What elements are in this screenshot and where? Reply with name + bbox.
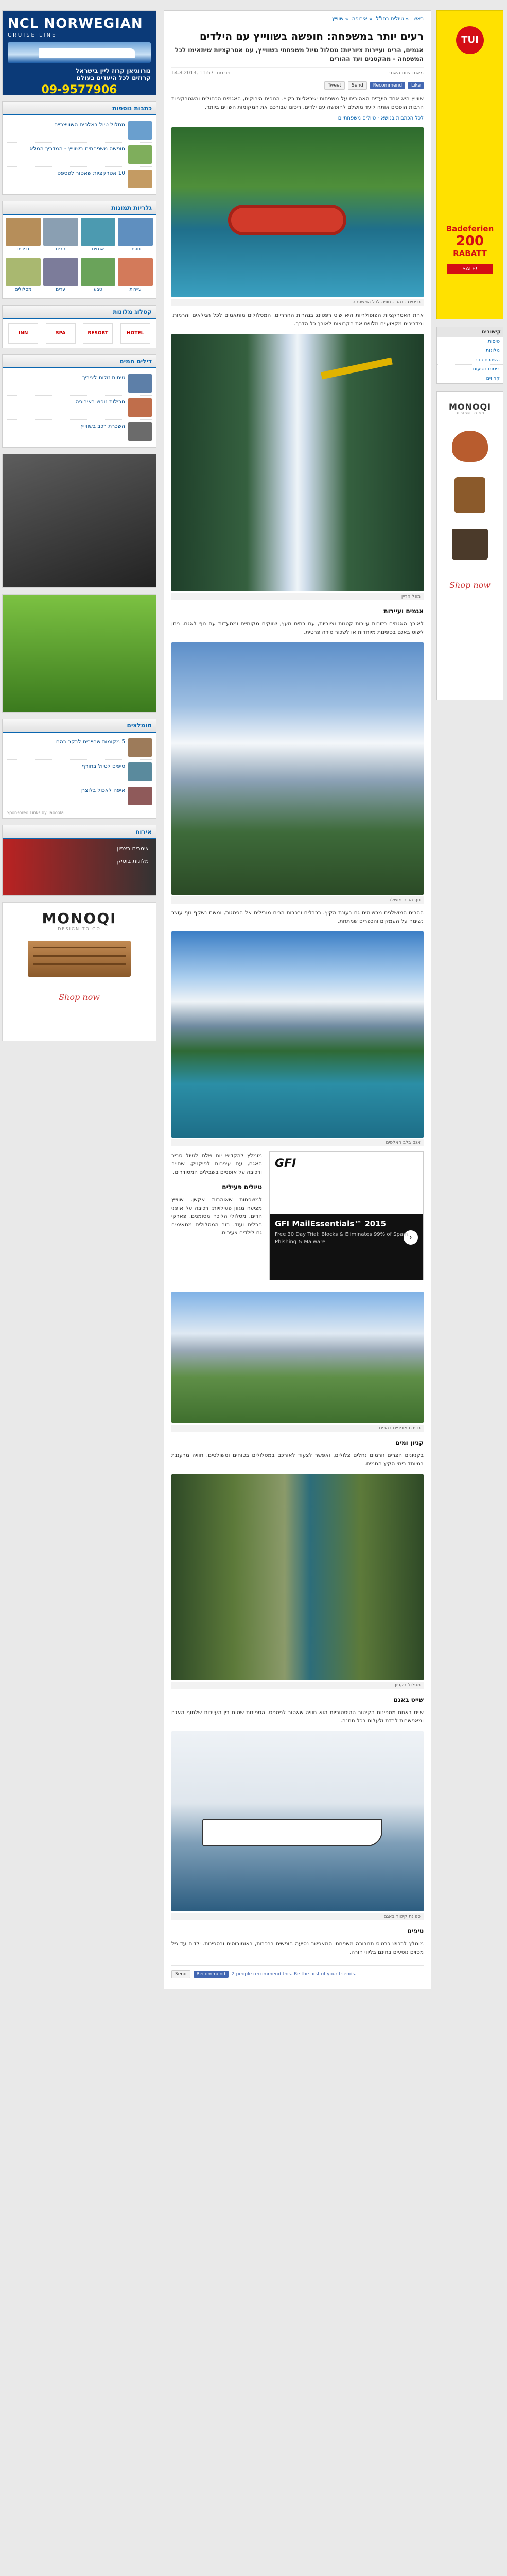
article-paragraph: שווייץ היא אחד היעדים האהובים על משפחות ישראליות בקיץ. הנופים הירוקים, האגמים הכחולים והאטרקציות הרבות הופכים אותה ליעד מושלם לחופשה עם ילדים. ריכזנו עבורכם את המקומות השווים ביותר.	[171, 96, 424, 110]
widget-title: קטלוג מלונות	[3, 306, 156, 319]
article-paragraph: ההרים המושלגים מרשימים גם בעונת הקיץ. רכבלים ורכבות הרים מובילים אל הפסגות, ומשם נשקף נוף עוצר נשימה על העמקים והכפרים שמתחת.	[171, 910, 424, 924]
gallery-caption: כפרים	[17, 247, 29, 252]
gallery-thumb[interactable]	[43, 218, 78, 252]
gfi-ad-title: GFI MailEssentials™ 2015	[275, 1219, 387, 1228]
list-item[interactable]	[7, 784, 152, 808]
tweet-button[interactable]: Tweet	[324, 81, 345, 90]
thumbnail	[128, 145, 152, 164]
gallery-caption: עיירות	[129, 287, 142, 292]
widget-title: מומלצים	[3, 719, 156, 733]
breadcrumb-item[interactable]: אירופה	[352, 16, 368, 22]
tui-logo: TUI	[456, 26, 484, 54]
facebook-like-button[interactable]: Like	[408, 82, 424, 89]
section-heading: אגמים ועיירות	[383, 607, 424, 615]
photo-caption: נוף הרים מושלג	[171, 896, 424, 904]
bag-icon	[454, 477, 485, 513]
send-button[interactable]: Send	[348, 81, 367, 90]
article-author: מאת: צוות האתר	[388, 70, 424, 76]
tui-cta-button[interactable]: SALE!	[447, 264, 493, 274]
article-paragraph: לאורך האגמים פזורות עיירות קטנות וציוריות, עם בתים מעץ, שווקים מקומיים ומסעדות עם נוף לאגם. ניתן לשוט באגם בספינות מיוחדות או לשכור סירה פרטית.	[171, 621, 424, 635]
box-icon	[452, 529, 488, 560]
thumbnail	[128, 787, 152, 805]
section-heading: קניון ומים	[395, 1439, 424, 1446]
photo-caption: אגם בלב האלפים	[171, 1139, 424, 1146]
tui-discount-unit: RABATT	[453, 249, 487, 258]
article-title: רעים יותר במשפחה: חופשה בשווייץ עם הילדים	[199, 30, 424, 42]
list-item[interactable]	[7, 760, 152, 784]
hotel-logo[interactable]: INN	[8, 323, 38, 344]
article-paragraph: למשפחות שאוהבות אקשן, שווייץ מציעה מגוון פעילויות: רכיבה על אופני הרים, מסלולי הליכה מסומנים, פארקי חבלים ועוד. רוב המסלולים מתאימים גם לילדים צעירים.	[171, 1197, 262, 1236]
thumbnail	[128, 422, 152, 441]
gallery-thumb[interactable]	[6, 258, 41, 292]
list-item-label: טיפים לטיול בחורף	[81, 763, 125, 769]
tui-promo-text: Badeferien	[446, 224, 494, 233]
thumbnail	[128, 762, 152, 781]
appliance-ad[interactable]	[2, 454, 156, 588]
monoqi-tagline: DESIGN TO GO	[455, 412, 485, 415]
breadcrumb: ראשי » טיולים בחו"ל » אירופה » שווייץ	[171, 16, 424, 25]
monoqi-skyscraper-ad[interactable]	[436, 391, 503, 700]
photo-steamboat	[171, 1731, 424, 1911]
photo-biking	[171, 1292, 424, 1423]
photo-caption: רכיבת אופניים בהרים	[171, 1425, 424, 1432]
section-heading: שייט באגם	[393, 1696, 424, 1703]
article-subtitle: אגמים, הרים ועיירות ציוריות: מסלול טיול משפחתי בשווייץ, עם אטרקציות שיתאימו לכל המשפחה - מהקטנים ועד ההורים	[174, 46, 424, 62]
section-heading: טיפים	[407, 1927, 424, 1935]
gfi-logo: GFI	[275, 1157, 296, 1170]
ncl-banner-ad[interactable]	[2, 10, 156, 95]
widget-more-articles	[2, 101, 156, 195]
thumbnail	[128, 738, 152, 757]
photo-caption: ספינת קיטור באגם	[171, 1913, 424, 1920]
article	[164, 10, 431, 1989]
widget-lodging	[2, 825, 156, 896]
photo-rafting	[171, 127, 424, 297]
ncl-tagline: קרוזים לכל היעדים בעולם	[76, 74, 151, 81]
side-links-title: קישורים	[437, 327, 503, 337]
ncl-headline: נורווגיאן קרוז ליין בישראל	[76, 67, 151, 74]
monoqi-tagline: DESIGN TO GO	[58, 927, 101, 931]
list-item-label: איפה לאכול בלוצרן	[80, 787, 125, 793]
recommend-count-note: 2 people recommend this. Be the first of your friends.	[232, 1972, 357, 1977]
article-paragraph: בקניונים הצרים זורמים נחלים צלולים, ואפשר לצעוד לאורכם במסלולים בטוחים ומשולטים. חוויה מרעננת במיוחד בימי הקיץ החמים.	[171, 1452, 424, 1467]
share-toolbar	[171, 81, 424, 90]
vase-icon	[452, 431, 488, 462]
breadcrumb-item[interactable]: טיולים בחו"ל	[376, 16, 404, 22]
list-item-label: מסלול טיול באלפים השוויצריים	[54, 122, 125, 128]
hotel-logo[interactable]: HOTEL	[120, 323, 150, 344]
list-item-label: טיסות זולות לציריך	[82, 375, 125, 381]
monoqi-logo: MONOQI	[448, 402, 492, 412]
widget-recommended	[2, 719, 156, 819]
lodging-link[interactable]: מלונות בוטיק	[117, 858, 149, 865]
photo-caption: רפטינג בנהר - חוויה לכל המשפחה	[171, 299, 424, 306]
footer-share-bar	[171, 1965, 424, 1978]
widget-title: אירוח	[3, 825, 156, 839]
send-button[interactable]: Send	[171, 1970, 190, 1978]
photo-caption: מסלול בקניון	[171, 1682, 424, 1689]
article-meta	[171, 67, 424, 78]
shop-now-link[interactable]: Shop now	[59, 992, 100, 1002]
ncl-brand: NCL NORWEGIAN	[8, 16, 143, 31]
photo-mountains	[171, 642, 424, 895]
side-link[interactable]: ביטוח נסיעות	[437, 365, 503, 374]
monoqi-logo: MONOQI	[42, 910, 117, 927]
list-item-label: 5 מקומות שחייבים לבקר בהם	[56, 739, 125, 745]
thumbnail	[128, 170, 152, 188]
breadcrumb-item[interactable]: שווייץ	[331, 16, 344, 22]
list-item-label: 10 אטרקציות שאסור לפספס	[57, 170, 125, 176]
gfi-ad-text: Free 30 Day Trial: Blocks & Eliminates 99% of Spam, Phishing & Malware	[275, 1232, 410, 1245]
article-paragraph: שייט באחת מספינות הקיטור ההיסטוריות הוא חוויה שאסור לפספס. הספינות שטות בין העיירות שלחוף האגם ומאפשרות לרדת ולעלות בכל תחנה.	[171, 1709, 424, 1724]
list-item[interactable]	[7, 118, 152, 143]
thumbnail	[128, 121, 152, 140]
article-date: פורסם: 11:57 ,14.8.2013	[171, 70, 231, 76]
gallery-thumb[interactable]	[6, 218, 41, 252]
list-item-label: השכרת רכב בשווייץ	[80, 423, 125, 429]
cruise-ship-icon	[8, 42, 151, 63]
thumbnail	[128, 374, 152, 393]
list-item[interactable]	[7, 371, 152, 396]
side-link[interactable]: מלונות	[437, 346, 503, 355]
gallery-thumb[interactable]	[118, 258, 153, 292]
side-links-box	[436, 327, 503, 384]
side-link[interactable]: קרוזים	[437, 374, 503, 383]
list-item[interactable]	[7, 143, 152, 167]
list-item[interactable]	[7, 736, 152, 760]
photo-caption: מפל הריין	[171, 593, 424, 600]
widget-title: גלריות תמונות	[3, 201, 156, 215]
gallery-caption: הרים	[56, 247, 66, 252]
hotel-logo[interactable]: SPA	[46, 323, 76, 344]
right-sidebar	[436, 10, 503, 700]
hotel-logo[interactable]: RESORT	[83, 323, 113, 344]
monoqi-ad[interactable]	[2, 902, 156, 1041]
list-item[interactable]	[7, 420, 152, 444]
lodging-link[interactable]: צימרים בצפון	[117, 845, 149, 852]
gallery-thumb[interactable]	[81, 258, 116, 292]
left-sidebar	[2, 10, 156, 1047]
widget-galleries	[2, 201, 156, 299]
side-link[interactable]: השכרת רכב	[437, 355, 503, 365]
related-link[interactable]: לכל הכתבות בנושא - טיולים משפחתיים	[338, 115, 424, 121]
gallery-caption: מסלולים	[14, 287, 32, 292]
gallery-thumb[interactable]	[118, 218, 153, 252]
list-item[interactable]	[7, 396, 152, 420]
gallery-thumb[interactable]	[81, 218, 116, 252]
gallery-thumb[interactable]	[43, 258, 78, 292]
ncl-phone[interactable]: 09-9577906	[41, 83, 117, 95]
tui-skyscraper-ad[interactable]	[436, 10, 503, 319]
list-item-label: חבילות נופש באירופה	[75, 399, 125, 405]
facebook-recommend-button[interactable]: Recommend	[194, 1971, 229, 1978]
article-paragraph: מומלץ להקדיש יום שלם לטיול סביב האגם, עם עצירות לפיקניק, שחייה ורכיבה על אופניים בשבילים המסודרים.	[171, 1153, 262, 1175]
gallery-caption: ערים	[56, 287, 65, 292]
list-item-label: חופשה משפחתית בשווייץ - המדריך המלא	[29, 146, 125, 152]
ncl-sub: CRUISE LINE	[8, 32, 57, 38]
list-item[interactable]	[7, 167, 152, 191]
widget-title: דילים חמים	[3, 355, 156, 368]
gallery-caption: אגמים	[92, 247, 104, 252]
photo-lake	[171, 931, 424, 1138]
article-paragraph: אחת האטרקציות הפופולריות היא שיט רפטינג בנהרות ההרריים. המסלולים מותאמים לכל הגילאים והרמות, ומדריכים מקצועיים מלווים את הקבוצות לאורך כל הדרך.	[171, 312, 424, 327]
tui-discount-amount: 200	[456, 233, 484, 249]
green-promo-ad[interactable]	[2, 594, 156, 713]
widget-title: כתבות נוספות	[3, 102, 156, 115]
photo-waterfall	[171, 334, 424, 591]
article-paragraph: מומלץ לרכוש כרטיס תחבורה משפחתי המאפשר נסיעה חופשית ברכבות, באוטובוסים ובספינות. ילדים עד גיל מסוים נוסעים בחינם בליווי הורה.	[171, 1941, 424, 1955]
side-link[interactable]: טיסות	[437, 337, 503, 346]
gfi-inline-ad[interactable]	[269, 1151, 424, 1280]
arrow-right-icon[interactable]: ›	[404, 1230, 418, 1245]
dresser-icon	[28, 941, 131, 977]
photo-canyon	[171, 1474, 424, 1680]
gallery-caption: טבע	[94, 287, 102, 292]
taboola-credit[interactable]: Sponsored Links by Taboola	[7, 810, 64, 815]
shop-now-link[interactable]: Shop now	[449, 580, 491, 590]
section-heading: טיולים פעילים	[222, 1183, 262, 1191]
gallery-caption: נופים	[130, 247, 141, 252]
breadcrumb-item[interactable]: ראשי	[412, 16, 424, 22]
thumbnail	[128, 398, 152, 417]
widget-deals	[2, 354, 156, 448]
facebook-recommend-button[interactable]: Recommend	[370, 82, 405, 89]
